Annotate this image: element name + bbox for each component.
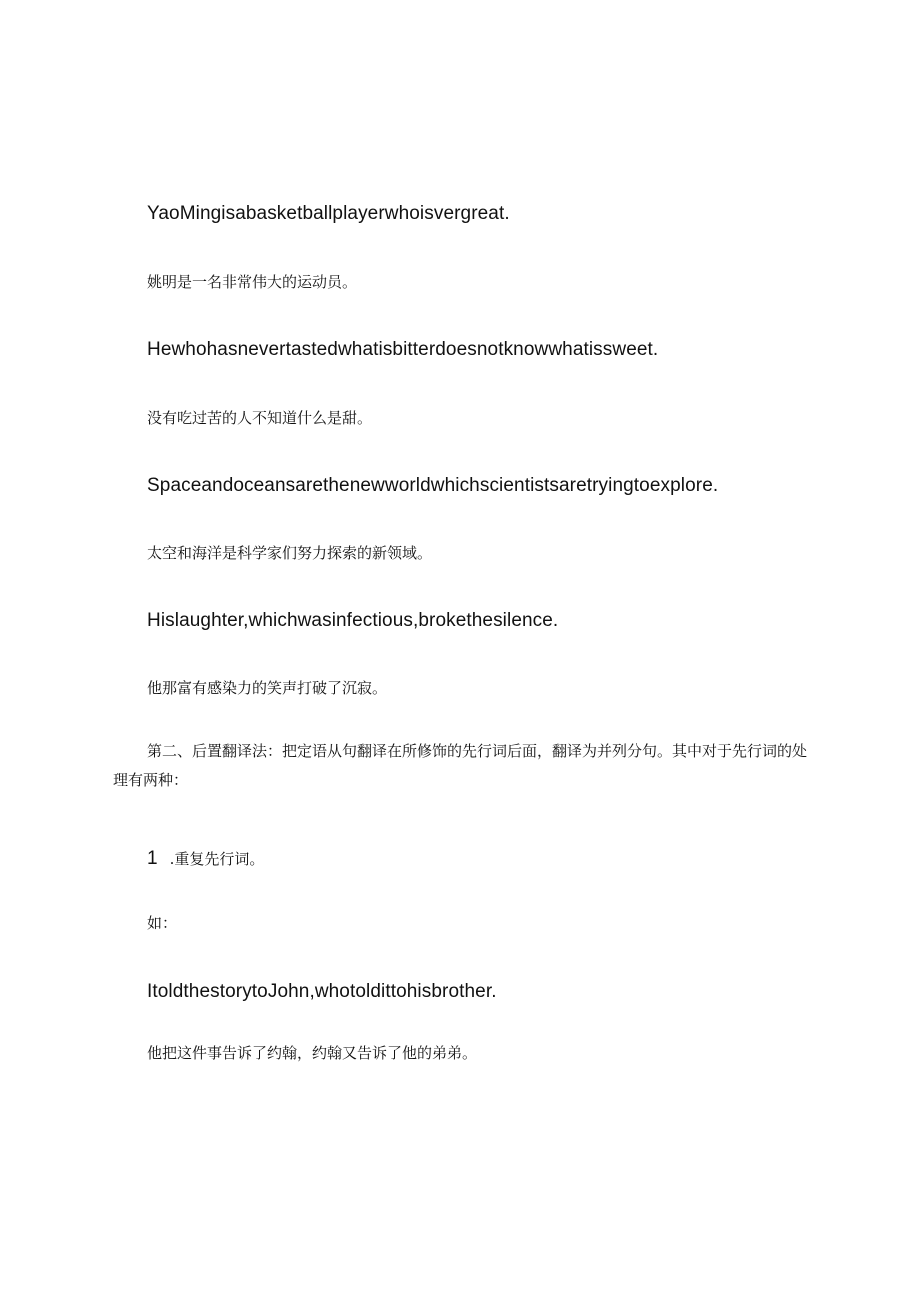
english-sentence-2: Hewhohasnevertastedwhatisbitterdoesnotknowwhatissweet. (147, 339, 659, 360)
list-item-1 (147, 848, 264, 870)
english-sentence-5: ItoldthestorytoJohn,whotoldittohisbrother. (147, 981, 497, 1002)
english-sentence-3: Spaceandoceansarethenewworldwhichscientistsaretryingtoexplore. (147, 475, 719, 496)
chinese-translation-2: 没有吃过苦的人不知道什么是甜。 (147, 409, 373, 427)
list-item-number: 1 (147, 848, 158, 869)
chinese-translation-4: 他那富有感染力的笑声打破了沉寂。 (147, 679, 388, 697)
chinese-translation-3: 太空和海洋是科学家们努力探索的新领域。 (147, 544, 433, 562)
english-sentence-1: YaoMingisabasketballplayerwhoisvergreat. (147, 203, 510, 224)
chinese-translation-5: 他把这件事告诉了约翰，约翰又告诉了他的弟弟。 (147, 1044, 478, 1062)
method-paragraph: 第二、后置翻译法：把定语从句翻译在所修饰的先行词后面，翻译为并列分句。其中对于先行词的处理有两种： (113, 742, 808, 789)
chinese-translation-1: 姚明是一名非常伟大的运动员。 (147, 273, 358, 291)
english-sentence-4: Hislaughter,whichwasinfectious,brokethesilence. (147, 610, 559, 631)
list-item-text: .重复先行词。 (169, 850, 265, 868)
example-label: 如： (147, 914, 178, 932)
